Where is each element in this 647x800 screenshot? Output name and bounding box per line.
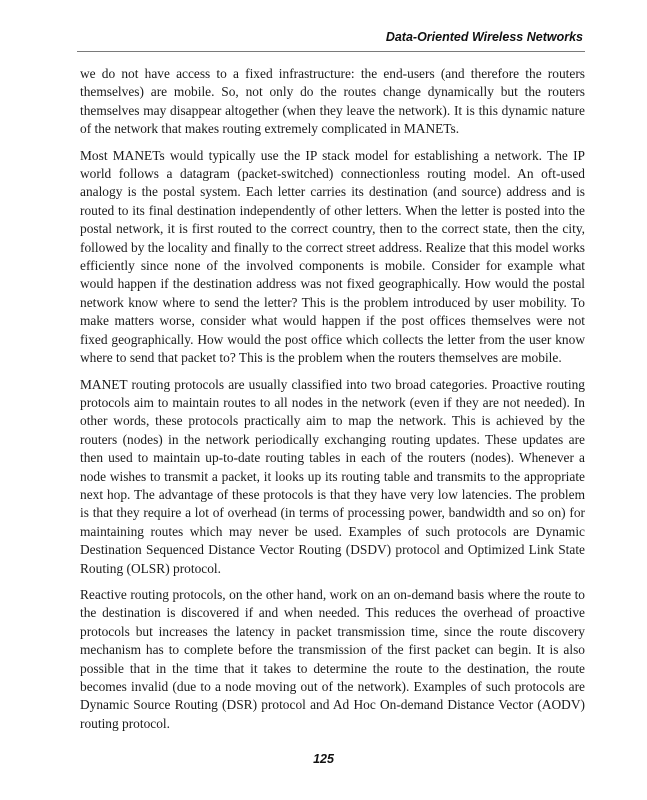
page-number: 125 xyxy=(313,752,334,766)
paragraph-1: we do not have access to a fixed infrastructure: the end-users (and therefore the routers themselves) are mobile. So, not only do the routes change dynamically but the routers themselves may disappear altogether (when they leave the network). It is this dynamic nature of the network that makes routing extremely complicated in MANETs. xyxy=(80,66,585,137)
paragraph-3: MANET routing protocols are usually classified into two broad categories. Proactive routing protocols aim to maintain routes to all nodes in the network (even if they are not needed). In other words, these protocols practically aim to map the network. This is achieved by the routers (nodes) in the network periodically exchanging routing updates. These updates are then used to maintain up-to-date routing tables in each of the routers (nodes). Whenever a node wishes to transmit a packet, it looks up its routing table and transmits to the appropriate next hop. The advantage of these protocols is that they have very low latencies. The problem is that they require a lot of overhead (in terms of processing power, bandwidth and so on) for maintaining routes which may never be used. Examples of such protocols are Dynamic Destination Sequenced Distance Vector Routing (DSDV) protocol and Optimized Link State Routing (OLSR) protocol. xyxy=(80,376,585,576)
body-text xyxy=(80,65,585,741)
paragraph-4: Reactive routing protocols, on the other hand, work on an on-demand basis where the route to the destination is discovered if and when needed. This reduces the overhead of proactive protocols but increases the latency in packet transmission time, since the route discovery mechanism has to complete before the transmission of the first packet can begin. It is also possible that in the time that it takes to determine the route to the destination, the route becomes invalid (due to a node moving out of the network). Examples of such protocols are Dynamic Source Routing (DSR) protocol and Ad Hoc On-demand Distance Vector (AODV) routing protocol. xyxy=(80,586,585,731)
paragraph-2: Most MANETs would typically use the IP stack model for establishing a network. The IP world follows a datagram (packet-switched) connectionless routing model. An oft-used analogy is the postal system. Each letter carries its destination (and source) address and is routed to its final destination independently of other letters. When the letter is posted into the postal network, it is first routed to the correct country, then to the correct state, then the city, followed by the locality and finally to the correct street address. Realize that this model works efficiently since none of the involved components is mobile. Consider for example what would happen if the destination address was not fixed geographically. How would the postal network know where to send the letter? This is the problem introduced by user mobility. To make matters worse, consider what would happen if the post offices themselves were not fixed geographically. How would the post office which collects the letter from the user know where to send that packet to? This is the problem when the routers themselves are mobile. xyxy=(80,147,585,366)
running-header xyxy=(77,29,585,52)
running-title: Data-Oriented Wireless Networks xyxy=(385,30,583,44)
